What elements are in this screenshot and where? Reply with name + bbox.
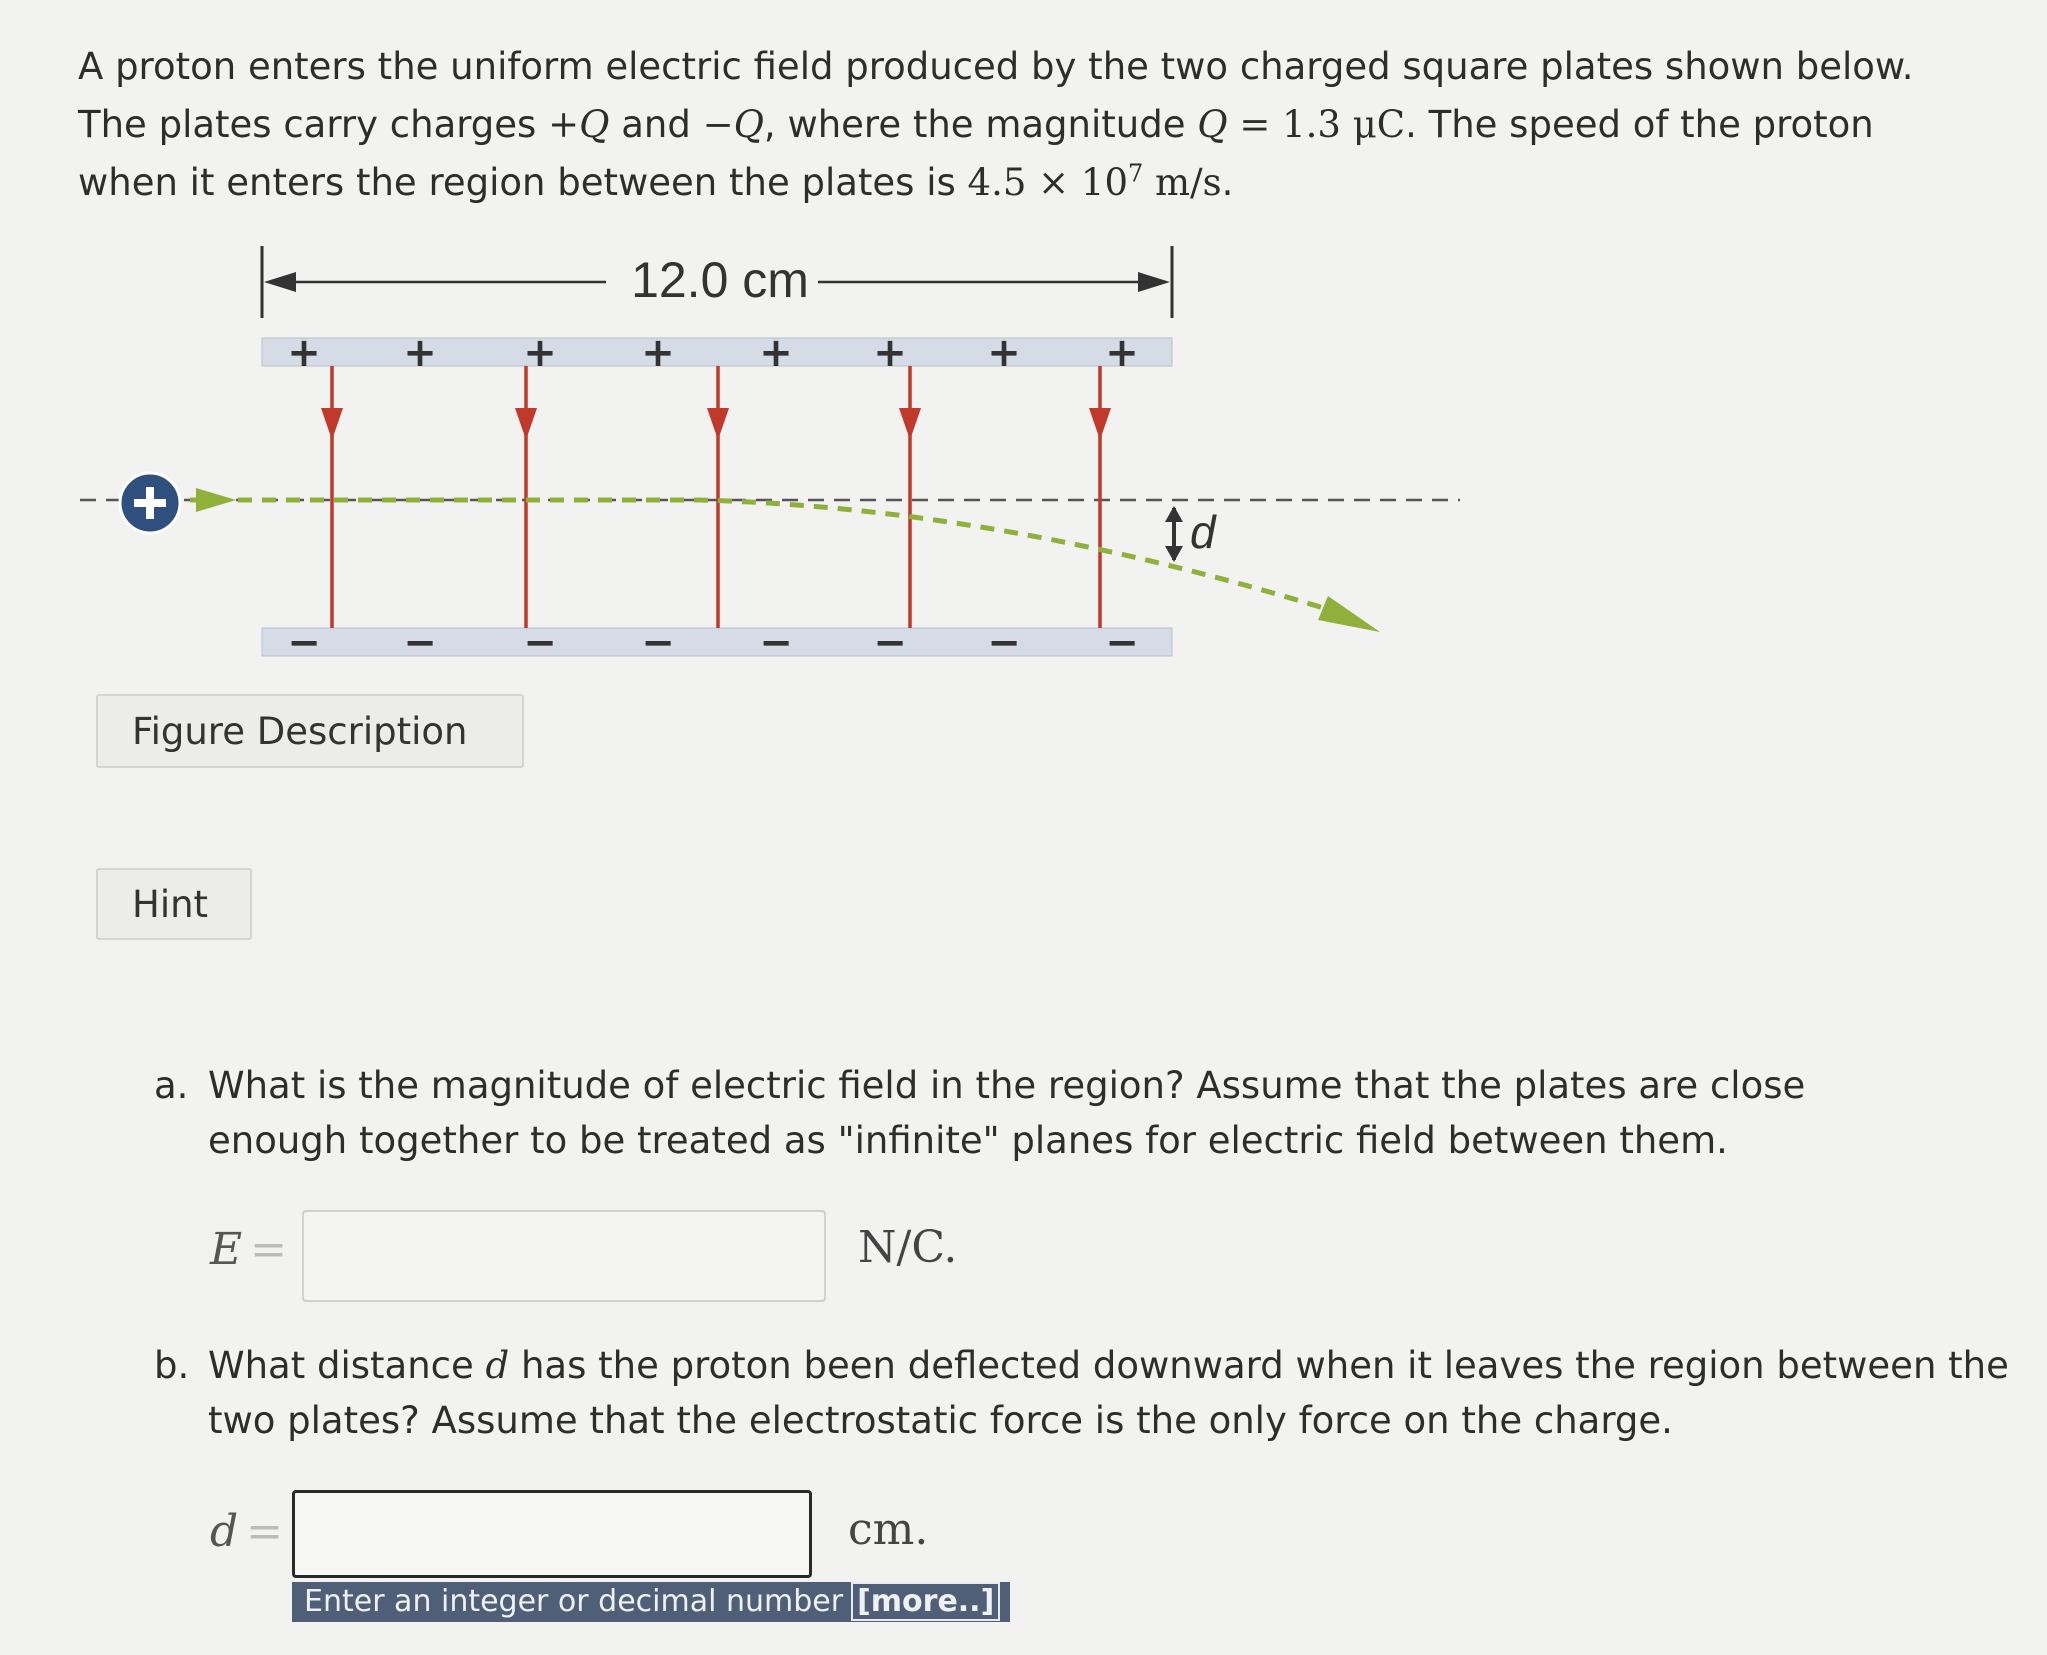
plus-sign: +: [641, 330, 675, 376]
minus-sign: −: [287, 620, 321, 666]
d-label: d: [1190, 506, 1216, 558]
negative-plate: [262, 628, 1172, 656]
field-arrow-icon: [1089, 408, 1111, 440]
plus-sign: +: [523, 330, 557, 376]
proton-speed: $4.5 \times 10^7$ m/s: [967, 159, 1222, 204]
more-link[interactable]: [more..]: [851, 1582, 1000, 1621]
charge-negative: −Q: [702, 103, 764, 146]
proton-trajectory: [190, 500, 1330, 610]
figure-description-button[interactable]: Figure Description: [96, 694, 524, 768]
question-a: [154, 1058, 1874, 1168]
plus-sign: +: [873, 330, 907, 376]
e-unit: N/C.: [858, 1222, 958, 1273]
field-lines: [321, 366, 1111, 628]
proton-icon: [120, 473, 180, 533]
e-label: E =: [210, 1224, 287, 1275]
question-b: [154, 1338, 2014, 1448]
minus-sign: −: [759, 620, 793, 666]
field-arrow-icon: [321, 408, 343, 440]
minus-sign: −: [987, 620, 1021, 666]
trajectory-arrow-icon: [1318, 596, 1380, 632]
plus-sign: +: [287, 330, 321, 376]
problem-statement: A proton enters the uniform electric field produced by the two charged square plates shown below. The plates carry charges +Q and −Q, where the magnitude Q = 1.3 μC. The speed of the proton when it enters the region between the plates is $4.5 \times 10^7$ m/s.: [78, 45, 1914, 204]
help-text: Enter an integer or decimal number: [304, 1584, 844, 1619]
field-arrow-icon: [707, 408, 729, 440]
plus-sign: +: [1105, 330, 1139, 376]
electric-field-input[interactable]: [302, 1210, 826, 1302]
d-arrow-up-icon: [1165, 506, 1183, 522]
charge-magnitude: Q = 1.3 μC: [1197, 103, 1406, 146]
positive-plate: [262, 338, 1172, 366]
d-arrow-down-icon: [1165, 546, 1183, 562]
charge-positive: +Q: [548, 103, 610, 146]
minus-sign: −: [873, 620, 907, 666]
d-input-label: d =: [210, 1506, 284, 1557]
plates-figure: [0, 0, 2047, 760]
minus-sign: −: [523, 620, 557, 666]
field-arrow-icon: [515, 408, 537, 440]
minus-sign: −: [1105, 620, 1139, 666]
plus-sign: +: [987, 330, 1021, 376]
width-label: 12.0 cm: [631, 252, 809, 308]
dim-arrow-right-icon: [1138, 272, 1170, 292]
minus-sign: −: [641, 620, 675, 666]
plus-sign: +: [403, 330, 437, 376]
minus-sign: −: [403, 620, 437, 666]
plus-sign: +: [759, 330, 793, 376]
hint-button[interactable]: Hint: [96, 868, 252, 940]
question-a-letter: a.: [154, 1064, 189, 1107]
deflection-input[interactable]: [292, 1490, 812, 1578]
question-b-letter: b.: [154, 1344, 190, 1387]
dim-arrow-left-icon: [264, 272, 296, 292]
d-unit: cm.: [848, 1504, 929, 1555]
field-arrow-icon: [899, 408, 921, 440]
start-arrow-icon: [196, 488, 236, 512]
input-help-tooltip: [292, 1582, 1010, 1622]
question-b-text: What distance d has the proton been deflected downward when it leaves the region between the two plates? Assume that the electrostatic force is the only force on the charge.: [208, 1344, 2009, 1442]
question-a-text: What is the magnitude of electric field in the region? Assume that the plates are close enough together to be treated as "infinite" planes for electric field between them.: [208, 1064, 1806, 1162]
